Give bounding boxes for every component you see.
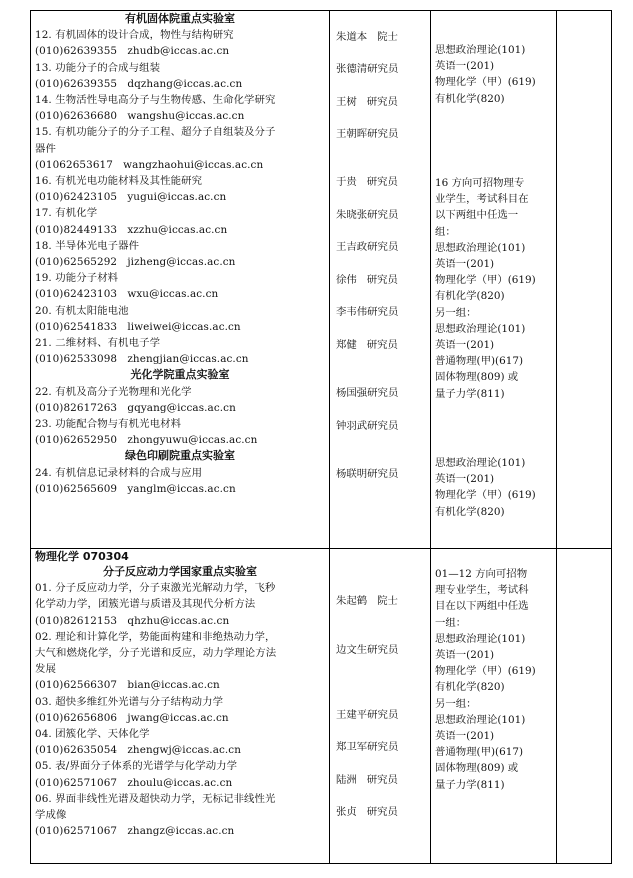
direction-contact: (010)62639355 dqzhang@iccas.ac.cn (35, 77, 243, 90)
exam-subjects-cell (431, 549, 557, 864)
exam-subject: 思想政治理论(101) (435, 713, 526, 726)
direction-title: 17. 有机化学 (35, 207, 98, 220)
direction-contact: (010)82617263 gqyang@iccas.ac.cn (35, 401, 236, 414)
direction-contact: (010)62656806 jwang@iccas.ac.cn (35, 711, 229, 724)
exam-subjects-cell (431, 11, 557, 549)
direction-title: 04. 团簇化学、天体化学 (35, 728, 150, 741)
direction-contact: (010)62571067 zhangz@iccas.ac.cn (35, 825, 235, 838)
advisor-name: 李韦伟研究员 (336, 306, 399, 318)
direction-title: 22. 有机及高分子光物理和光化学 (35, 385, 192, 398)
direction-contact: (010)62639355 zhudb@iccas.ac.cn (35, 45, 230, 58)
lab-header: 绿色印刷院重点实验室 (125, 449, 235, 463)
direction-title: 化学动力学，团簇光谱与质谱及其现代分析方法 (35, 598, 256, 611)
advisor-name: 徐伟 研究员 (336, 274, 398, 286)
exam-subject: 组： (435, 225, 456, 238)
direction-title: 发展 (35, 663, 56, 676)
advisor-name: 王建平研究员 (336, 709, 399, 721)
direction-title: 20. 有机太阳能电池 (35, 304, 129, 317)
exam-subject: 16 方向可招物理专 (435, 177, 525, 189)
direction-title-cont: 器件 (35, 142, 56, 155)
direction-title: 16. 有机光电功能材料及其性能研究 (35, 175, 203, 188)
exam-subject: 有机化学(820) (435, 92, 505, 105)
exam-subject: 思想政治理论(101) (435, 241, 526, 254)
exam-subject: 思想政治理论(101) (435, 322, 526, 335)
direction-title: 14. 生物活性导电高分子与生物传感、生命化学研究 (35, 94, 276, 107)
lab-header: 分子反应动力学国家重点实验室 (103, 565, 257, 578)
advisor-name: 王朝晖研究员 (336, 128, 399, 140)
major-title: 物理化学 070304 (35, 550, 129, 563)
direction-title: 12. 有机固体的设计合成，物性与结构研究 (35, 29, 234, 42)
exam-subject-list (435, 455, 555, 520)
exam-subject-list (435, 566, 555, 793)
direction-title: 24. 有机信息记录材料的合成与应用 (35, 466, 203, 479)
advisors-cell (330, 11, 431, 549)
direction-contact: (010)62636680 wangshu@iccas.ac.cn (35, 110, 245, 123)
direction-contact: (01062653617 wangzhaohui@iccas.ac.cn (35, 158, 264, 171)
advisor-name: 边文生研究员 (336, 644, 399, 656)
direction-title: 21. 二维材料、有机电子学 (35, 337, 161, 350)
advisor-name: 杨国强研究员 (336, 387, 399, 399)
direction-contact: (010)82449133 xzzhu@iccas.ac.cn (35, 223, 228, 236)
lab-header: 有机固体院重点实验室 (125, 12, 235, 25)
direction-title: 15. 有机功能分子的分子工程、超分子自组装及分子 (35, 126, 276, 139)
exam-subject: 物理化学（甲）(619) (435, 76, 536, 89)
exam-subject: 思想政治理论(101) (435, 632, 526, 645)
direction-contact: (010)62565609 yanglm@iccas.ac.cn (35, 482, 236, 495)
exam-subject: 物理化学（甲）(619) (435, 665, 536, 678)
exam-subject: 有机化学(820) (435, 505, 505, 518)
exam-subject: 英语一(201) (435, 730, 495, 743)
exam-subject: 以下两组中任选一 (435, 209, 519, 222)
direction-contact: (010)62566307 bian@iccas.ac.cn (35, 679, 220, 692)
direction-contact: (010)62533098 zhengjian@iccas.ac.cn (35, 353, 249, 366)
exam-subject: 英语一(201) (435, 339, 495, 352)
exam-subject: 目在以下两组中任选 (435, 600, 529, 613)
exam-subject: 另一组： (435, 306, 477, 319)
advisor-name: 于贵 研究员 (336, 176, 398, 188)
exam-subject: 英语一(201) (435, 60, 495, 73)
advisor-name: 陆洲 研究员 (336, 774, 398, 786)
exam-subject: 业学生，考试科目在 (435, 193, 529, 206)
directions-cell (31, 549, 330, 864)
remarks-cell (557, 549, 612, 864)
direction-title: 05. 表/界面分子体系的光谱学与化学动力学 (35, 760, 238, 773)
direction-contact: (010)62565292 jizheng@iccas.ac.cn (35, 256, 236, 269)
exam-subject: 量子力学(811) (435, 778, 505, 791)
direction-title: 03. 超快多维红外光谱与分子结构动力学 (35, 695, 224, 708)
exam-subject: 01—12 方向可招物 (435, 568, 528, 580)
direction-contact: (010)62571067 zhoulu@iccas.ac.cn (35, 776, 233, 789)
direction-contact: (010)62423105 yugui@iccas.ac.cn (35, 191, 227, 204)
direction-contact: (010)62541833 liweiwei@iccas.ac.cn (35, 320, 241, 333)
exam-subject: 英语一(201) (435, 258, 495, 271)
exam-subject: 思想政治理论(101) (435, 44, 526, 56)
exam-subject: 普通物理(甲)(617) (435, 746, 524, 759)
direction-title: 13. 功能分子的合成与组装 (35, 61, 161, 74)
direction-contact: (010)62652950 zhongyuwu@iccas.ac.cn (35, 434, 258, 447)
exam-subject: 英语一(201) (435, 649, 495, 662)
direction-title: 18. 半导体光电子器件 (35, 239, 140, 252)
advisor-name: 朱道本 院士 (336, 31, 398, 43)
direction-title: 大气和燃烧化学，分子光谱和反应，动力学理论方法 (35, 647, 277, 660)
remarks-cell (557, 11, 612, 549)
advisor-name: 王吉政研究员 (336, 241, 399, 253)
exam-subject: 有机化学(820) (435, 290, 505, 303)
direction-contact: (010)62635054 zhengwj@iccas.ac.cn (35, 744, 242, 757)
exam-subject: 理专业学生，考试科 (435, 584, 529, 597)
advisor-name: 张德清研究员 (336, 63, 399, 75)
exam-subject: 普通物理(甲)(617) (435, 355, 524, 368)
advisors-cell (330, 549, 431, 864)
direction-title: 01. 分子反应动力学，分子束激光光解动力学，飞秒 (35, 582, 276, 595)
exam-subject: 量子力学(811) (435, 387, 505, 400)
table-row-organic-chemistry (31, 11, 612, 549)
advisor-name: 朱起鹤 院士 (336, 595, 398, 607)
direction-title: 23. 功能配合物与有机光电材料 (35, 418, 182, 431)
advisor-name: 王树 研究员 (336, 96, 398, 108)
exam-subject: 物理化学（甲）(619) (435, 489, 536, 502)
advisor-name: 郑卫军研究员 (336, 741, 399, 753)
table-row-physical-chemistry (31, 549, 612, 864)
direction-title: 19. 功能分子材料 (35, 272, 119, 285)
direction-title: 06. 界面非线性光谱及超快动力学，无标记非线性光 (35, 792, 276, 805)
direction-title: 02. 理论和计算化学，势能面构建和非绝热动力学， (35, 630, 276, 643)
advisor-name: 郑健 研究员 (336, 339, 398, 351)
exam-subject-list (435, 42, 555, 107)
exam-subject: 英语一(201) (435, 473, 495, 486)
exam-subject: 物理化学（甲）(619) (435, 274, 536, 287)
directions-cell (31, 11, 330, 549)
exam-subject: 固体物理(809) 或 (435, 762, 519, 775)
exam-subject: 固体物理(809) 或 (435, 371, 519, 384)
lab-header: 光化学院重点实验室 (130, 368, 230, 382)
exam-subject-list (435, 175, 555, 402)
direction-contact: (010)82612153 qhzhu@iccas.ac.cn (35, 614, 230, 627)
direction-title: 学成像 (35, 809, 67, 822)
exam-subject: 一组： (435, 616, 467, 629)
advisor-name: 张贞 研究员 (336, 806, 398, 818)
admissions-table (30, 10, 612, 864)
advisor-name: 钟羽武研究员 (336, 420, 399, 432)
advisor-name: 朱晓张研究员 (336, 209, 399, 221)
exam-subject: 另一组： (435, 697, 477, 710)
exam-subject: 有机化学(820) (435, 681, 505, 694)
direction-contact: (010)62423103 wxu@iccas.ac.cn (35, 288, 219, 301)
exam-subject: 思想政治理论(101) (435, 457, 526, 469)
advisor-name: 杨联明研究员 (336, 468, 399, 480)
